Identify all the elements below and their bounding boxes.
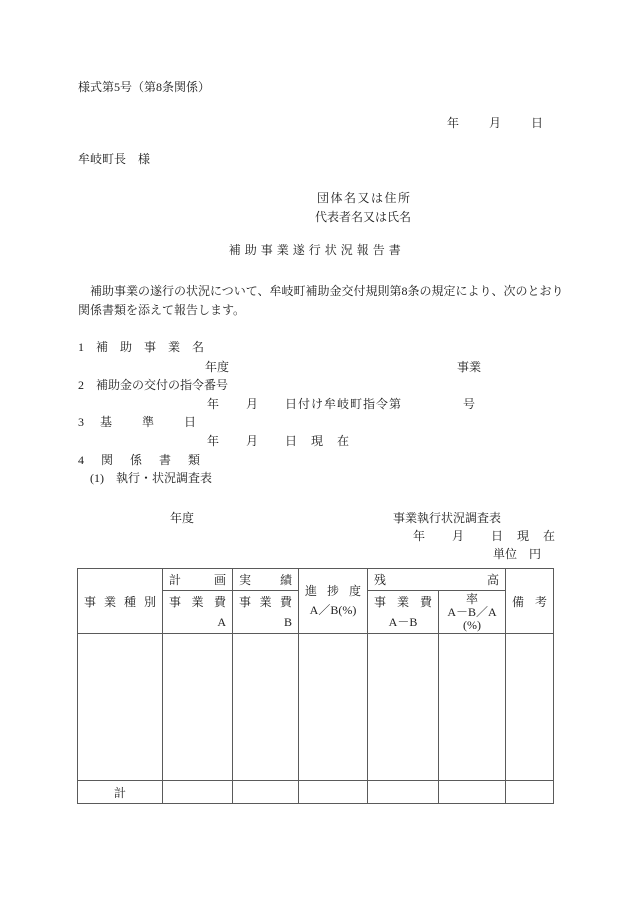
item1-label: 1 補 助 事 業 名 bbox=[78, 340, 205, 354]
table-asof-line: 年 月 日 現 在 bbox=[413, 529, 557, 543]
cell-plan-expense bbox=[163, 634, 233, 781]
body-line-2: 関係書類を添えて報告します。 bbox=[78, 303, 246, 317]
item4-sub-label: (1) 執行・状況調査表 bbox=[90, 471, 212, 485]
item3-asof-line: 年 月 日 現 在 bbox=[207, 434, 351, 448]
header-business-type: 事 業 種 別 bbox=[78, 569, 163, 634]
header-balance-expense-label: 事 業 費 bbox=[374, 595, 432, 609]
header-notes: 備 考 bbox=[506, 569, 554, 634]
rep-name-label: 代表者名又は氏名 bbox=[315, 210, 412, 224]
header-balance-expense bbox=[368, 591, 439, 634]
cell-actual-expense bbox=[233, 634, 299, 781]
cell-notes bbox=[506, 634, 554, 781]
cell-balance-expense bbox=[368, 634, 439, 781]
total-plan-expense bbox=[163, 781, 233, 804]
header-actual-expense-b: B bbox=[283, 615, 292, 629]
body-line-1: 補助事業の遂行の状況について、牟岐町補助金交付規則第8条の規定により、次のとおり bbox=[90, 284, 564, 298]
date-blank-line: 年 月 日 bbox=[447, 116, 546, 130]
item2-number-suffix: 号 bbox=[463, 397, 476, 411]
document-title: 補 助 事 業 遂 行 状 況 報 告 書 bbox=[228, 243, 402, 257]
total-label: 計 bbox=[78, 781, 163, 804]
header-rate-formula: A－B／A bbox=[447, 604, 497, 619]
header-balance-expense-formula: A－B bbox=[388, 615, 418, 629]
header-progress-formula: A／B(%) bbox=[309, 603, 357, 617]
total-progress bbox=[299, 781, 368, 804]
header-progress bbox=[299, 569, 368, 634]
item1-year-blank: 年度 bbox=[205, 360, 230, 374]
total-rate bbox=[439, 781, 506, 804]
table-total-row bbox=[78, 781, 554, 804]
header-actual-expense bbox=[233, 591, 299, 634]
item2-label: 2 補助金の交付の指令番号 bbox=[78, 378, 229, 392]
header-actual: 実 績 bbox=[233, 569, 299, 591]
header-plan-expense-a: A bbox=[217, 615, 226, 629]
cell-progress bbox=[299, 634, 368, 781]
header-rate-label: 率 bbox=[466, 591, 479, 606]
header-plan: 計 画 bbox=[163, 569, 233, 591]
item1-business-blank: 事業 bbox=[457, 360, 482, 374]
total-balance-expense bbox=[368, 781, 439, 804]
execution-status-survey-table bbox=[77, 568, 554, 804]
header-balance: 残 高 bbox=[368, 569, 506, 591]
table-title: 事業執行状況調査表 bbox=[393, 511, 502, 525]
header-plan-expense-label: 事 業 費 bbox=[169, 595, 226, 609]
addressee-line: 牟岐町長 様 bbox=[78, 152, 151, 166]
item3-label: 3 基 準 日 bbox=[78, 415, 199, 429]
header-plan-expense bbox=[163, 591, 233, 634]
header-rate-unit: (%) bbox=[463, 617, 481, 632]
item4-label: 4 関 係 書 類 bbox=[78, 453, 203, 467]
table-year-blank: 年度 bbox=[170, 511, 195, 525]
form-number: 様式第5号（第8条関係） bbox=[78, 80, 211, 94]
header-progress-label: 進 捗 度 bbox=[305, 584, 361, 598]
header-actual-expense-label: 事 業 費 bbox=[239, 595, 292, 609]
table-body-row bbox=[78, 634, 554, 781]
cell-business-type bbox=[78, 634, 163, 781]
header-rate bbox=[439, 591, 506, 634]
item2-directive-line: 年 月 日付け牟岐町指令第 bbox=[207, 397, 403, 411]
table-unit-label: 単位 円 bbox=[493, 547, 542, 561]
total-actual-expense bbox=[233, 781, 299, 804]
total-notes bbox=[506, 781, 554, 804]
cell-rate bbox=[439, 634, 506, 781]
org-name-label: 団体名又は住所 bbox=[317, 191, 412, 205]
